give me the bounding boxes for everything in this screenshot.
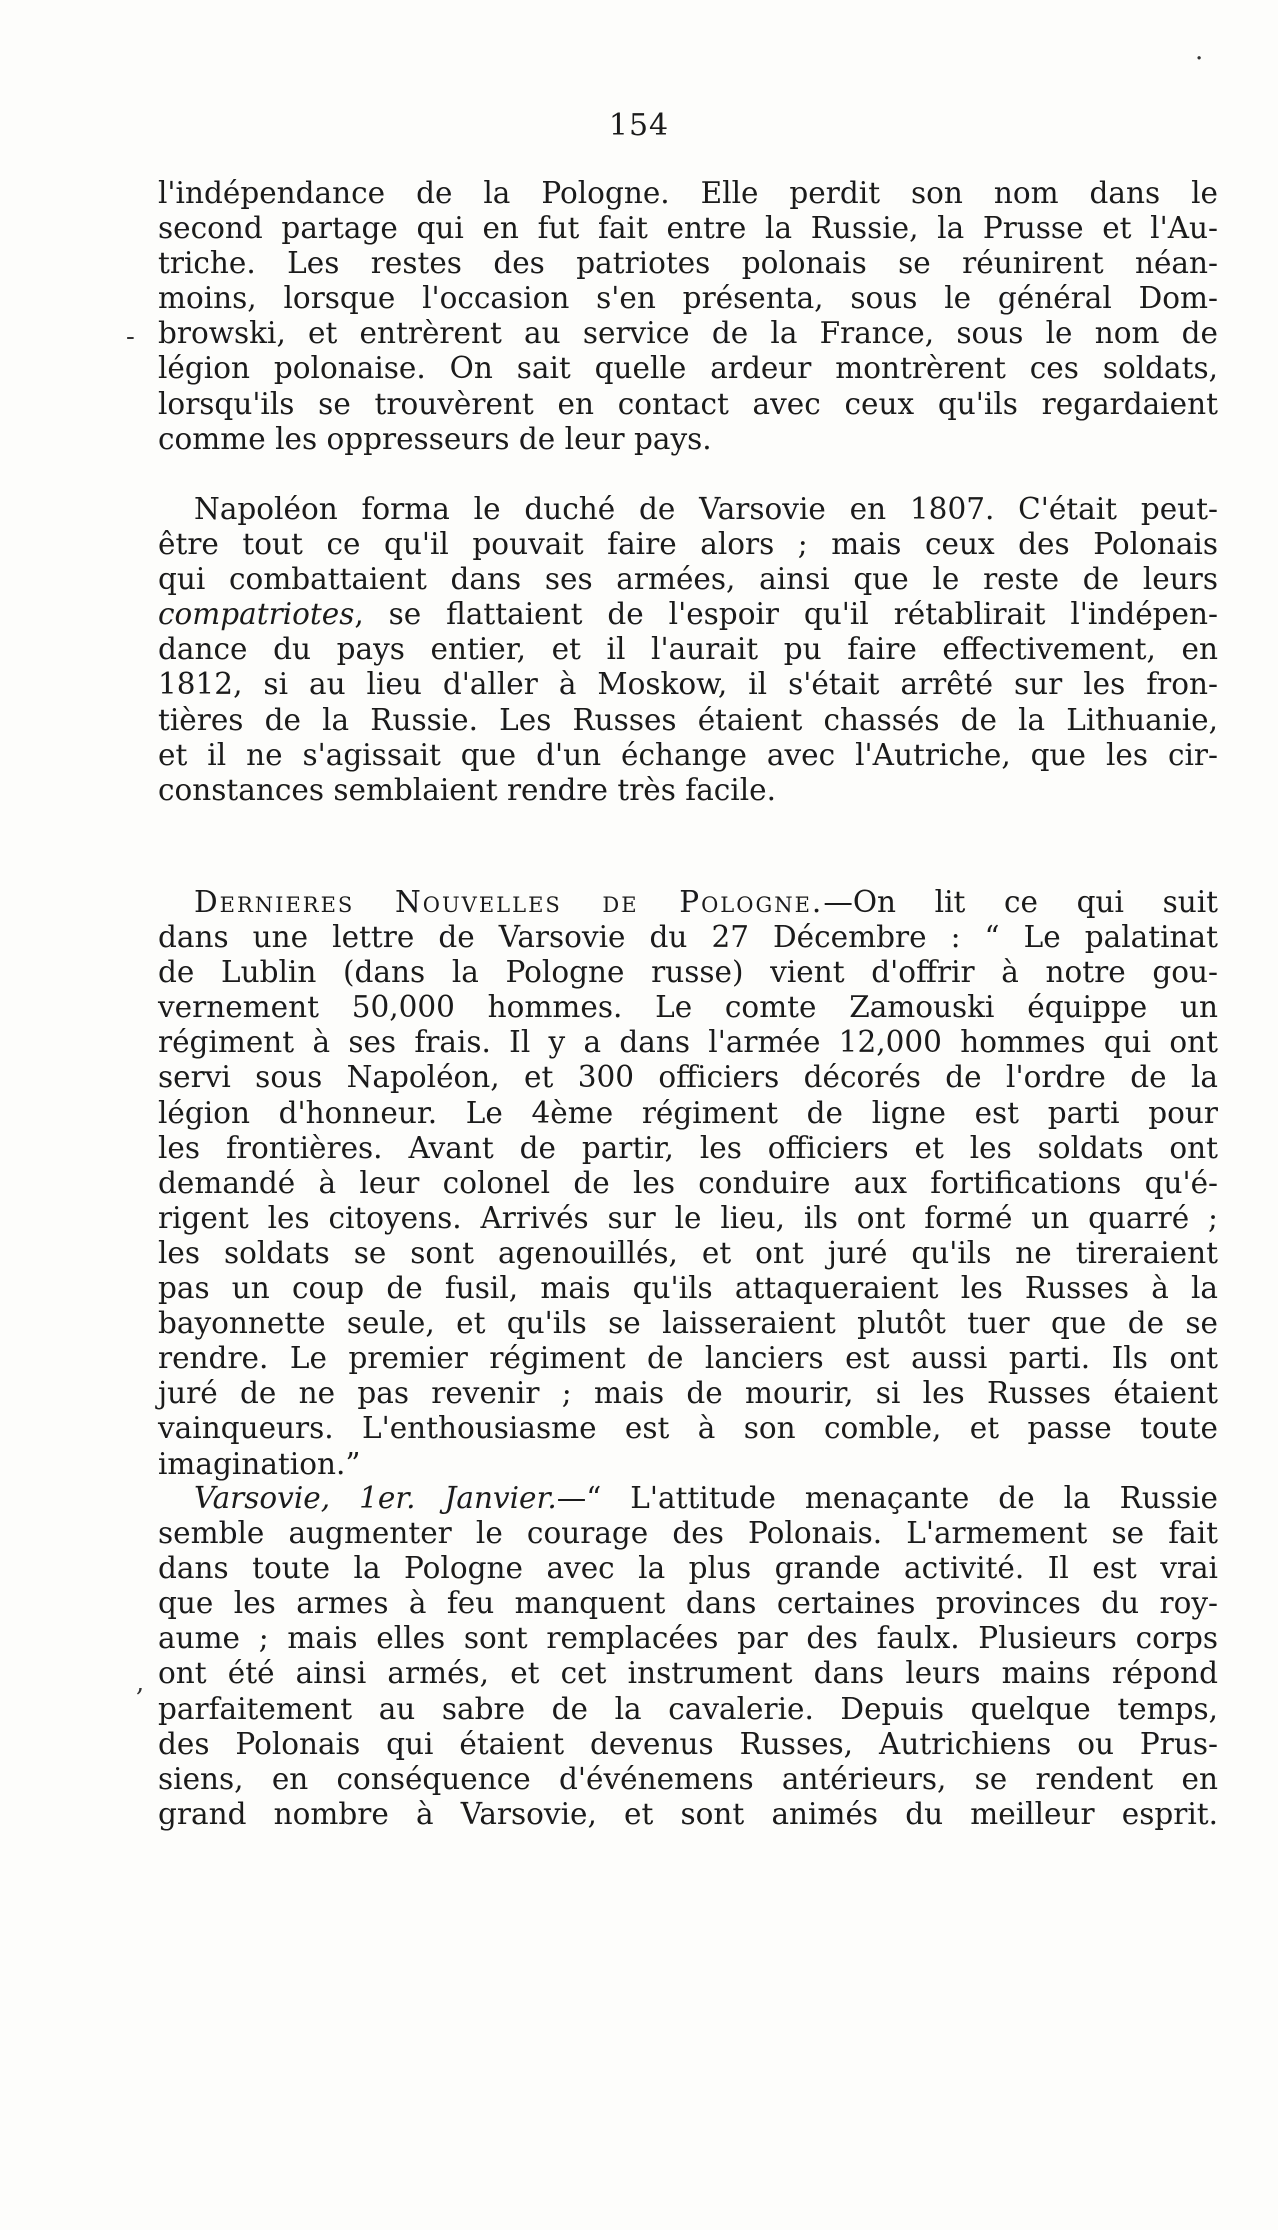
- text-line: grand nombre à Varsovie, et sont animés du meilleur esprit.: [158, 1796, 1218, 1831]
- text-line: dans toute la Pologne avec la plus grande activité. Il est vrai: [158, 1551, 1218, 1586]
- text-line: légion d'honneur. Le 4ème régiment de ligne est parti pour: [158, 1095, 1218, 1130]
- text-line: que les armes à feu manquent dans certaines provinces du roy-: [158, 1586, 1218, 1621]
- text-line: triche. Les restes des patriotes polonais se réunirent néan-: [158, 246, 1218, 281]
- text-line: servi sous Napoléon, et 300 officiers décorés de l'ordre de la: [158, 1060, 1218, 1095]
- text-line: Napoléon forma le duché de Varsovie en 1807. C'était peut-: [194, 492, 1218, 526]
- text-line: qui combattaient dans ses armées, ainsi que le reste de leurs: [158, 562, 1218, 597]
- text-line: parfaitement au sabre de la cavalerie. Depuis quelque temps,: [158, 1691, 1218, 1726]
- text-line: dance du pays entier, et il l'aurait pu faire effectivement, en: [158, 632, 1218, 667]
- text-line: pas un coup de fusil, mais qu'ils attaqueraient les Russes à la: [158, 1271, 1218, 1306]
- paragraph-latest-news: [158, 885, 1218, 1482]
- text-line: vernement 50,000 hommes. Le comte Zamouski équippe un: [158, 990, 1218, 1025]
- page-number: 154: [608, 108, 670, 143]
- line-remainder: —On lit ce qui suit: [823, 885, 1218, 919]
- text-line: semble augmenter le courage des Polonais. L'armement se fait: [158, 1516, 1218, 1551]
- text-line: rendre. Le premier régiment de lanciers est aussi parti. Ils ont: [158, 1341, 1218, 1376]
- text-line: dans une lettre de Varsovie du 27 Décembre : “ Le palatinat: [158, 920, 1218, 955]
- text-line: régiment à ses frais. Il y a dans l'armée 12,000 hommes qui ont: [158, 1025, 1218, 1060]
- text-line: [158, 597, 1218, 632]
- text-line: les frontières. Avant de partir, les officiers et les soldats ont: [158, 1130, 1218, 1165]
- scan-speck-mark: ·: [1195, 44, 1204, 74]
- text-line: 1812, si au lieu d'aller à Moskow, il s'était arrêté sur les fron-: [158, 667, 1218, 702]
- scan-speck-mark: -: [126, 322, 135, 352]
- italic-word: compatriotes: [158, 597, 355, 632]
- text-line: les soldats se sont agenouillés, et ont juré qu'ils ne tireraient: [158, 1235, 1218, 1270]
- dateline: Varsovie, 1er. Janvier.: [194, 1481, 557, 1515]
- text-line: l'indépendance de la Pologne. Elle perdit son nom dans le: [158, 176, 1218, 210]
- text-line: siens, en conséquence d'événemens antérieurs, se rendent en: [158, 1761, 1218, 1796]
- text-line: être tout ce qu'il pouvait faire alors ; mais ceux des Polonais: [158, 527, 1218, 562]
- text-line: demandé à leur colonel de les conduire aux fortifications qu'é-: [158, 1165, 1218, 1200]
- text-line: comme les oppresseurs de leur pays.: [158, 421, 712, 456]
- text-line: [158, 1481, 1218, 1516]
- text-line: ont été ainsi armés, et cet instrument dans leurs mains répond: [158, 1656, 1218, 1691]
- text-line: bayonnette seule, et qu'ils se laisseraient plutôt tuer que de se: [158, 1306, 1218, 1341]
- scan-speck-mark: ,: [136, 1668, 145, 1698]
- paragraph-napoleon: [158, 492, 1218, 808]
- text-line: légion polonaise. On sait quelle ardeur montrèrent ces soldats,: [158, 351, 1218, 386]
- text-line: moins, lorsque l'occasion s'en présenta, sous le général Dom-: [158, 281, 1218, 316]
- text-line: vainqueurs. L'enthousiasme est à son comble, et passe toute: [158, 1411, 1218, 1446]
- text-line: et il ne s'agissait que d'un échange avec l'Autriche, que les cir-: [158, 737, 1218, 772]
- text-line: tières de la Russie. Les Russes étaient chassés de la Lithuanie,: [158, 702, 1218, 737]
- text-line: browski, et entrèrent au service de la France, sous le nom de: [158, 316, 1218, 351]
- text-line: [158, 885, 1218, 920]
- text-line: juré de ne pas revenir ; mais de mourir, si les Russes étaient: [158, 1376, 1218, 1411]
- text-line: de Lublin (dans la Pologne russe) vient d'offrir à notre gou-: [158, 955, 1218, 990]
- line-remainder: , se flattaient de l'espoir qu'il rétablirait l'indépen-: [354, 597, 1218, 632]
- line-remainder: —“ L'attitude menaçante de la Russie: [556, 1481, 1218, 1515]
- text-line: constances semblaient rendre très facile.: [158, 772, 777, 807]
- text-line: lorsqu'ils se trouvèrent en contact avec ceux qu'ils regardaient: [158, 386, 1218, 421]
- text-line: aume ; mais elles sont remplacées par des faulx. Plusieurs corps: [158, 1621, 1218, 1656]
- text-line: des Polonais qui étaient devenus Russes, Autrichiens ou Prus-: [158, 1726, 1218, 1761]
- section-heading: Dernieres Nouvelles de Pologne.: [194, 885, 824, 919]
- text-line: imagination.”: [158, 1446, 361, 1481]
- paragraph-warsaw-january: [158, 1481, 1218, 1832]
- text-line: rigent les citoyens. Arrivés sur le lieu, ils ont formé un quarré ;: [158, 1200, 1218, 1235]
- paragraph-independence: [158, 176, 1218, 457]
- text-line: second partage qui en fut fait entre la Russie, la Prusse et l'Au-: [158, 211, 1218, 246]
